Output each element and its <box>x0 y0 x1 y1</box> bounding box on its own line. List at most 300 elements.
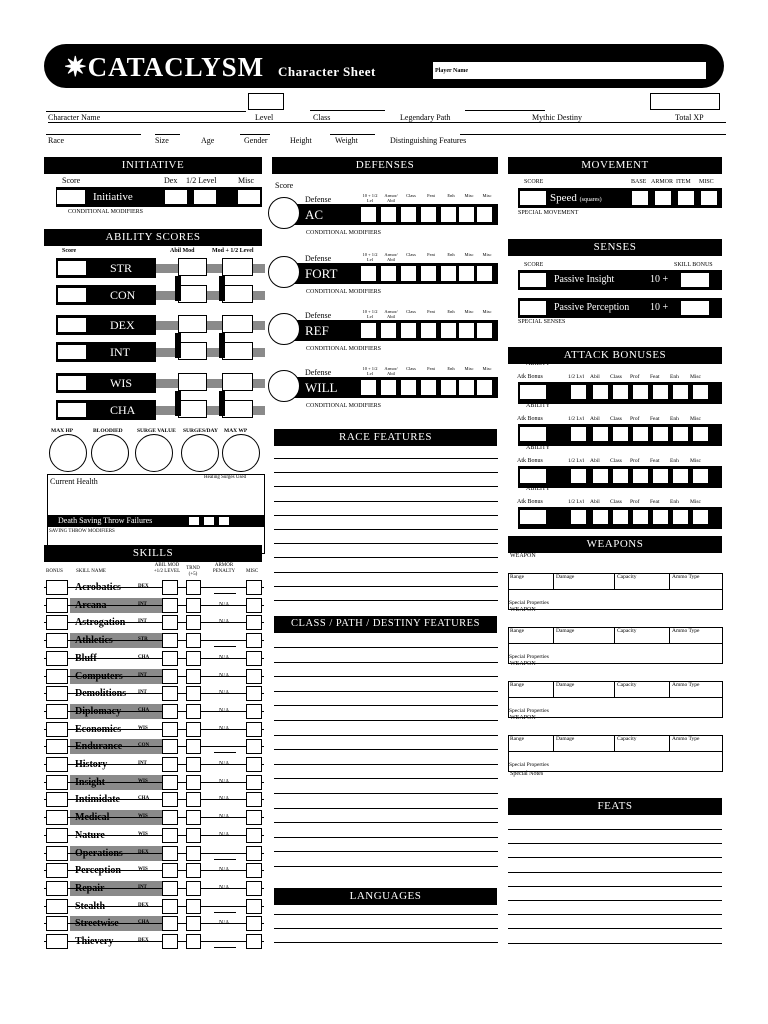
skill-trained-box[interactable] <box>186 828 201 843</box>
skill-abil-box[interactable] <box>162 916 178 931</box>
skill-bonus-box[interactable] <box>46 810 68 825</box>
skill-trained-box[interactable] <box>186 633 201 648</box>
defense-mod-box[interactable] <box>360 322 377 339</box>
skill-ability: DEX <box>138 938 149 943</box>
skill-trained-label: TRND (+5) <box>186 566 200 577</box>
ability-score-box-dex[interactable] <box>57 317 87 333</box>
ruled-line <box>274 764 498 765</box>
ruled-line <box>274 458 498 459</box>
weapon-col-divider <box>614 735 615 751</box>
ability-score-box-int[interactable] <box>57 344 87 360</box>
skill-misc-box[interactable] <box>246 792 262 807</box>
defense-name-fort: FORT <box>305 266 338 281</box>
health-circle-0[interactable] <box>49 434 87 472</box>
weapon-capacity-label: Capacity <box>617 736 637 742</box>
skill-bonus-box[interactable] <box>46 846 68 861</box>
defense-col-label: 10 + 1/2 Lvl <box>362 309 378 319</box>
attack-bonus-box[interactable] <box>519 426 547 442</box>
passive-insight-bonus-box[interactable] <box>680 272 710 288</box>
skill-bonus-box[interactable] <box>46 881 68 896</box>
skill-bonus-box[interactable] <box>46 704 68 719</box>
skill-misc-box[interactable] <box>246 899 262 914</box>
skill-abil-box[interactable] <box>162 615 178 630</box>
skill-abil-box[interactable] <box>162 704 178 719</box>
health-circle-4[interactable] <box>222 434 260 472</box>
skill-bonus-box[interactable] <box>46 633 68 648</box>
initiative-dex-box[interactable] <box>164 189 188 205</box>
skill-misc-box[interactable] <box>246 615 262 630</box>
ruled-line <box>274 778 498 779</box>
ability-mod-half-box-int[interactable] <box>222 342 253 360</box>
attack-mod-box[interactable] <box>570 426 587 442</box>
skill-trained-box[interactable] <box>186 846 201 861</box>
attack-mod-box[interactable] <box>592 468 609 484</box>
defense-mod-box[interactable] <box>400 379 417 396</box>
defense-mod-box[interactable] <box>458 206 475 223</box>
health-circle-1[interactable] <box>91 434 129 472</box>
movement-armor-label: ARMOR <box>651 179 674 185</box>
total-xp-field[interactable] <box>650 93 720 110</box>
weapon-damage-label: Damage <box>556 736 575 742</box>
attack-mod-box[interactable] <box>612 468 629 484</box>
weapons-header: WEAPONS <box>508 536 722 553</box>
skill-armor-na: N/A <box>219 725 230 732</box>
skill-bonus-box[interactable] <box>46 899 68 914</box>
level-label: Level <box>255 113 274 122</box>
attack-mod-box[interactable] <box>672 426 689 442</box>
ability-mod-label: Abil Mod <box>170 248 195 254</box>
defense-mod-box[interactable] <box>476 206 493 223</box>
ruled-line <box>274 543 498 544</box>
skill-bonus-box[interactable] <box>46 651 68 666</box>
attack-mod-box[interactable] <box>612 509 629 525</box>
skill-trained-box[interactable] <box>186 775 201 790</box>
skill-armor-line <box>214 859 236 860</box>
attack-mod-box[interactable] <box>592 384 609 400</box>
initiative-bar <box>56 187 262 207</box>
attack-mod-box[interactable] <box>632 384 649 400</box>
skill-misc-box[interactable] <box>246 881 262 896</box>
defense-mod-box[interactable] <box>400 322 417 339</box>
defense-label: Defense <box>305 254 332 263</box>
ruled-line <box>274 720 498 721</box>
attack-col-label: Misc <box>690 458 701 464</box>
defense-col-label: Misc <box>464 193 474 198</box>
skill-name-demolitions: Demolitions <box>75 688 127 700</box>
senses-skill-bonus-label: SKILL BONUS <box>674 262 713 268</box>
defense-score-circle-ref[interactable] <box>268 313 300 345</box>
weapon-label: WEAPON <box>510 715 536 721</box>
initiative-misc-box[interactable] <box>237 189 261 205</box>
skill-bonus-box[interactable] <box>46 739 68 754</box>
attack-mod-box[interactable] <box>672 509 689 525</box>
movement-score-label: SCORE <box>524 179 544 185</box>
attack-mod-box[interactable] <box>692 426 709 442</box>
skill-misc-box[interactable] <box>246 863 262 878</box>
skill-bonus-box[interactable] <box>46 934 68 949</box>
skill-bonus-box[interactable] <box>46 757 68 772</box>
defense-mod-box[interactable] <box>420 379 437 396</box>
skill-trained-box[interactable] <box>186 757 201 772</box>
skill-trained-box[interactable] <box>186 916 201 931</box>
defense-score-circle-will[interactable] <box>268 370 300 402</box>
skill-armor-na: N/A <box>219 690 230 697</box>
skill-abil-box[interactable] <box>162 828 178 843</box>
weapon-label: WEAPON <box>510 607 536 613</box>
ability-mod-box-cha[interactable] <box>178 400 207 418</box>
health-circle-2[interactable] <box>135 434 173 472</box>
ability-score-label: Score <box>62 248 77 254</box>
skill-misc-box[interactable] <box>246 916 262 931</box>
ability-mod-half-box-cha[interactable] <box>222 400 253 418</box>
skill-abil-box[interactable] <box>162 810 178 825</box>
defense-label: Defense <box>305 368 332 377</box>
weapon-col-divider <box>669 573 670 589</box>
age-label: Age <box>201 136 215 145</box>
skill-trained-box[interactable] <box>186 881 201 896</box>
weapon-divider <box>508 589 723 590</box>
skill-trained-box[interactable] <box>186 934 201 949</box>
skill-abil-box[interactable] <box>162 722 178 737</box>
languages-header: LANGUAGES <box>274 888 497 905</box>
attack-mod-box[interactable] <box>632 468 649 484</box>
attack-ability-label: ABILITY <box>526 486 550 492</box>
skill-trained-box[interactable] <box>186 686 201 701</box>
skill-armor-na: N/A <box>219 831 230 838</box>
skill-bonus-box[interactable] <box>46 598 68 613</box>
attack-mod-box[interactable] <box>652 509 669 525</box>
defense-conditional-label: CONDITIONAL MODIFIERS <box>306 403 381 409</box>
attack-mod-box[interactable] <box>652 468 669 484</box>
ruled-line <box>274 914 498 915</box>
speed-item-box[interactable] <box>677 190 695 206</box>
skill-abil-box[interactable] <box>162 669 178 684</box>
distinguishing-features-label: Distinguishing Features <box>390 136 467 145</box>
defense-mod-box[interactable] <box>440 206 457 223</box>
skill-ability: INT <box>138 884 147 890</box>
weapon-ammo-label: Ammo Type <box>672 574 700 580</box>
defense-mod-box[interactable] <box>440 322 457 339</box>
skill-abil-box[interactable] <box>162 757 178 772</box>
attack-mod-box[interactable] <box>672 468 689 484</box>
defense-mod-box[interactable] <box>420 265 437 282</box>
skill-ability: INT <box>138 672 147 678</box>
death-save-box-3[interactable] <box>218 516 230 526</box>
defense-score-label: Score <box>275 181 294 190</box>
attack-mod-box[interactable] <box>570 384 587 400</box>
skill-abil-box[interactable] <box>162 775 178 790</box>
attack-mod-box[interactable] <box>692 509 709 525</box>
speed-misc-box[interactable] <box>700 190 718 206</box>
skill-misc-box[interactable] <box>246 722 262 737</box>
attack-atk-label: Atk Bonus <box>517 458 543 464</box>
skill-trained-box[interactable] <box>186 899 201 914</box>
skill-name-streetwise: Streetwise <box>75 918 119 930</box>
ability-mod-box-wis[interactable] <box>178 373 207 391</box>
attack-col-label: Enh <box>670 374 679 380</box>
health-label-4: MAX WP <box>224 428 248 434</box>
skill-trained-box[interactable] <box>186 863 201 878</box>
skill-abil-box[interactable] <box>162 580 178 595</box>
special-senses-label: SPECIAL SENSES <box>518 319 566 325</box>
skill-ability: INT <box>138 619 147 625</box>
skill-trained-box[interactable] <box>186 792 201 807</box>
skill-trained-box[interactable] <box>186 651 201 666</box>
skill-abil-box[interactable] <box>162 881 178 896</box>
skill-name-economics: Economics <box>75 723 122 735</box>
skill-misc-box[interactable] <box>246 704 262 719</box>
attack-bonus-box[interactable] <box>519 384 547 400</box>
attack-mod-box[interactable] <box>570 509 587 525</box>
passive-perception-label: Passive Perception <box>554 302 630 313</box>
skill-bonus-box[interactable] <box>46 615 68 630</box>
skill-abil-box[interactable] <box>162 598 178 613</box>
speed-armor-box[interactable] <box>654 190 672 206</box>
death-save-box-1[interactable] <box>188 516 200 526</box>
initiative-half-level-label: 1/2 Level <box>186 176 217 185</box>
ruled-line <box>274 676 498 677</box>
skill-bonus-box[interactable] <box>46 828 68 843</box>
skill-abil-box[interactable] <box>162 686 178 701</box>
skill-abil-box[interactable] <box>162 792 178 807</box>
skill-misc-box[interactable] <box>246 775 262 790</box>
attack-mod-box[interactable] <box>612 426 629 442</box>
attack-mod-box[interactable] <box>692 468 709 484</box>
defense-col-label: Misc <box>482 193 492 198</box>
passive-insight-score-box[interactable] <box>519 272 547 288</box>
class-features-header: CLASS / PATH / DESTINY FEATURES <box>274 616 497 633</box>
death-save-box-2[interactable] <box>203 516 215 526</box>
health-box <box>47 474 265 554</box>
defense-col-label: Class <box>406 252 416 257</box>
skill-misc-box[interactable] <box>246 810 262 825</box>
attack-col-label: Class <box>610 499 622 505</box>
total-xp-label: Total XP <box>675 113 704 122</box>
height-label: Height <box>290 136 312 145</box>
skill-bonus-box[interactable] <box>46 580 68 595</box>
ruled-line <box>508 872 722 873</box>
skill-abil-box[interactable] <box>162 863 178 878</box>
skill-ability: WIS <box>138 725 148 731</box>
skill-bonus-box[interactable] <box>46 792 68 807</box>
defense-conditional-label: CONDITIONAL MODIFIERS <box>306 289 381 295</box>
ability-mod-box-con[interactable] <box>178 285 207 303</box>
skill-abil-box[interactable] <box>162 934 178 949</box>
initiative-misc-label: Misc <box>238 176 254 185</box>
skill-abil-box[interactable] <box>162 846 178 861</box>
speed-score-box[interactable] <box>519 190 547 206</box>
attack-ability-label: ABILITY <box>526 403 550 409</box>
ability-mod-box-dex[interactable] <box>178 315 207 333</box>
skill-bonus-box[interactable] <box>46 686 68 701</box>
attack-col-label: Prof <box>630 458 640 464</box>
skill-abil-box[interactable] <box>162 651 178 666</box>
skill-misc-box[interactable] <box>246 934 262 949</box>
attack-mod-box[interactable] <box>632 509 649 525</box>
health-circle-3[interactable] <box>181 434 219 472</box>
attack-mod-box[interactable] <box>692 384 709 400</box>
skill-misc-box[interactable] <box>246 651 262 666</box>
skill-name-diplomacy: Diplomacy <box>75 705 122 717</box>
ruled-line <box>508 914 722 915</box>
skill-ability: DEX <box>138 902 149 908</box>
player-name-field[interactable] <box>432 61 707 80</box>
defense-mod-box[interactable] <box>476 379 493 396</box>
level-field[interactable] <box>248 93 284 110</box>
defense-mod-box[interactable] <box>380 322 397 339</box>
ability-score-box-wis[interactable] <box>57 375 87 391</box>
ruled-line <box>508 943 722 944</box>
skill-abil-box[interactable] <box>162 899 178 914</box>
defense-mod-box[interactable] <box>420 206 437 223</box>
initiative-half-level-box[interactable] <box>193 189 217 205</box>
defenses-header: DEFENSES <box>272 157 498 174</box>
skill-armor-line <box>214 646 236 647</box>
player-name-label: Player Name <box>435 68 469 74</box>
defense-col-label: Class <box>406 309 416 314</box>
defense-col-label: Class <box>406 193 416 198</box>
ability-score-box-con[interactable] <box>57 287 87 303</box>
skill-bonus-box[interactable] <box>46 669 68 684</box>
skill-misc-box[interactable] <box>246 828 262 843</box>
skill-trained-box[interactable] <box>186 704 201 719</box>
attack-mod-box[interactable] <box>592 426 609 442</box>
skill-misc-box[interactable] <box>246 686 262 701</box>
attack-mod-box[interactable] <box>592 509 609 525</box>
attack-col-label: 1/2 Lvl <box>568 458 585 464</box>
initiative-label: Initiative <box>93 191 133 203</box>
ability-mod-half-box-dex[interactable] <box>222 315 253 333</box>
defense-mod-box[interactable] <box>360 265 377 282</box>
ability-score-box-str[interactable] <box>57 260 87 276</box>
defense-col-label: Feat <box>427 366 435 371</box>
defense-mod-box[interactable] <box>380 265 397 282</box>
skill-abil-box[interactable] <box>162 633 178 648</box>
attack-col-label: Abil <box>590 374 600 380</box>
skill-misc-box[interactable] <box>246 846 262 861</box>
skill-bonus-box[interactable] <box>46 916 68 931</box>
ability-mod-box-str[interactable] <box>178 258 207 276</box>
defense-mod-box[interactable] <box>476 265 493 282</box>
mythic-destiny-label: Mythic Destiny <box>532 113 582 122</box>
skill-misc-label: MISC <box>246 569 259 574</box>
skill-misc-box[interactable] <box>246 598 262 613</box>
defense-mod-box[interactable] <box>476 322 493 339</box>
skill-trained-box[interactable] <box>186 669 201 684</box>
skill-name-insight: Insight <box>75 776 106 788</box>
skill-bonus-box[interactable] <box>46 775 68 790</box>
skill-abil-box[interactable] <box>162 739 178 754</box>
defense-mod-box[interactable] <box>440 379 457 396</box>
skill-trained-box[interactable] <box>186 722 201 737</box>
defense-mod-box[interactable] <box>458 379 475 396</box>
skill-ability: CHA <box>138 707 150 713</box>
speed-squares-label: (squares) <box>579 197 602 203</box>
ability-mod-box-int[interactable] <box>178 342 207 360</box>
initiative-score-box[interactable] <box>56 189 86 205</box>
attack-mod-box[interactable] <box>652 426 669 442</box>
weapon-col-divider <box>553 735 554 751</box>
ability-mod-half-box-str[interactable] <box>222 258 253 276</box>
attack-col-label: Class <box>610 416 622 422</box>
weapon-damage-label: Damage <box>556 682 575 688</box>
defense-label: Defense <box>305 311 332 320</box>
passive-perception-score-box[interactable] <box>519 300 547 316</box>
skill-name-endurance: Endurance <box>75 741 123 753</box>
defense-mod-box[interactable] <box>380 379 397 396</box>
defense-mod-box[interactable] <box>360 379 377 396</box>
skill-bonus-box[interactable] <box>46 863 68 878</box>
skill-trained-box[interactable] <box>186 739 201 754</box>
defense-mod-box[interactable] <box>458 265 475 282</box>
attack-mod-box[interactable] <box>632 426 649 442</box>
ability-label-dex: DEX <box>110 318 135 332</box>
passive-insight-label: Passive Insight <box>554 274 615 285</box>
ability-label-cha: CHA <box>110 403 136 417</box>
ability-scores-header: ABILITY SCORES <box>44 229 262 246</box>
passive-perception-bonus-box[interactable] <box>680 300 710 316</box>
attack-mod-box[interactable] <box>570 468 587 484</box>
attack-mod-box[interactable] <box>672 384 689 400</box>
defense-col-label: Armor/ Abil <box>384 309 398 319</box>
ability-score-box-cha[interactable] <box>57 402 87 418</box>
skill-misc-box[interactable] <box>246 633 262 648</box>
attack-mod-box[interactable] <box>652 384 669 400</box>
defense-mod-box[interactable] <box>440 265 457 282</box>
ruled-line <box>274 586 498 587</box>
defense-score-circle-fort[interactable] <box>268 256 300 288</box>
ability-label-int: INT <box>110 345 130 359</box>
skill-bonus-box[interactable] <box>46 722 68 737</box>
defense-mod-box[interactable] <box>420 322 437 339</box>
defense-mod-box[interactable] <box>380 206 397 223</box>
attack-bonus-box[interactable] <box>519 468 547 484</box>
ability-mod-half-box-wis[interactable] <box>222 373 253 391</box>
ruled-line <box>274 928 498 929</box>
weapon-special-label: Special Properties <box>509 708 549 714</box>
skill-misc-box[interactable] <box>246 580 262 595</box>
skill-misc-box[interactable] <box>246 739 262 754</box>
attack-mod-box[interactable] <box>612 384 629 400</box>
skill-misc-box[interactable] <box>246 669 262 684</box>
ability-label-wis: WIS <box>110 376 132 390</box>
passive-insight-base: 10 + <box>650 274 669 285</box>
defense-mod-box[interactable] <box>400 206 417 223</box>
defense-col-label: Enh <box>447 366 455 371</box>
skill-name-astrogation: Astrogation <box>75 617 126 629</box>
weapon-damage-label: Damage <box>556 628 575 634</box>
skill-trained-box[interactable] <box>186 598 201 613</box>
skills-header: SKILLS <box>44 545 262 562</box>
speed-base-box[interactable] <box>631 190 649 206</box>
skill-trained-box[interactable] <box>186 615 201 630</box>
defense-mod-box[interactable] <box>400 265 417 282</box>
defense-mod-box[interactable] <box>458 322 475 339</box>
movement-misc-label: MISC <box>699 179 714 185</box>
defense-score-circle-ac[interactable] <box>268 197 300 229</box>
defense-mod-box[interactable] <box>360 206 377 223</box>
skill-trained-box[interactable] <box>186 580 201 595</box>
skill-misc-box[interactable] <box>246 757 262 772</box>
weapon-capacity-label: Capacity <box>617 628 637 634</box>
skill-name-history: History <box>75 759 108 770</box>
weapon-col-divider <box>669 627 670 643</box>
skill-ability: WIS <box>138 814 148 820</box>
attack-bonus-box[interactable] <box>519 509 547 525</box>
skill-armor-na: N/A <box>219 867 230 874</box>
skill-trained-box[interactable] <box>186 810 201 825</box>
ability-mod-half-box-con[interactable] <box>222 285 253 303</box>
